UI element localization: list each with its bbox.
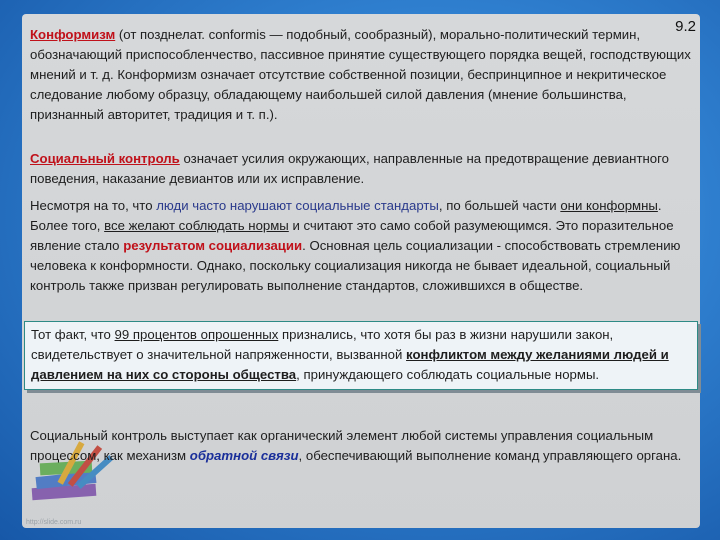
conflict-phrase: конфликтом между желаниями людей и давлением на них со стороны общества (31, 347, 669, 382)
conformism-definition (30, 25, 694, 125)
text-run: . Основная цель социализации - способствовать стремлению человека к конформности. Однако, поскольку социализация никогда не бывает идеальной, социальный контроль также призван регулировать выполнение стандартов, сложившихся в обществе. (30, 238, 681, 293)
social-control-feedback-paragraph (30, 426, 694, 466)
socialization-result: результатом социализации (123, 238, 303, 253)
survey-callout-box (24, 321, 698, 390)
text-run: . Более того, (30, 198, 662, 233)
highlight-people-violate: люди часто нарушают социальные стандарты (156, 198, 439, 213)
text-run: , по большей части (438, 198, 561, 213)
social-control-text: означает усилия окружающих, направленные на предотвращение девиантного поведения, наказание девиантов или их исправление. (30, 151, 669, 186)
underline-all-want-norms: все желают соблюдать нормы (104, 218, 289, 233)
text-run: , принуждающего соблюдать социальные нормы. (296, 367, 600, 382)
text-run: Несмотря на то, что (30, 198, 157, 213)
conformism-text: (от позднелат. conformis — подобный, сообразный), морально-политический термин, обозначающий приспособленчество, пассивное принятие существующего порядка вещей, господствующих мнений и т. д. Конформизм означает отсутствие собственной позиции, беспринципное и некритическое следование любому образцу, обладающему наибольшей силой давления (мнение большинства, признанный авторитет, традиция и т. п.). (30, 27, 691, 122)
text-run: и считают это само собой разумеющимся. Это поразительное явление стало (30, 218, 674, 253)
underline-99-percent: 99 процентов опрошенных (114, 327, 279, 342)
slide-number: 9.2 (675, 18, 696, 35)
social-control-definition (30, 149, 694, 189)
term-conformism: Конформизм (30, 27, 116, 42)
underline-they-conform: они конформны (560, 198, 658, 213)
conformity-paragraph (30, 196, 694, 296)
term-social-control: Социальный контроль (30, 151, 180, 166)
watermark: http://slide.com.ru (26, 519, 82, 526)
feedback-term: обратной связи (189, 448, 299, 463)
text-run: признались, что хотя бы раз в жизни нарушили закон, свидетельствует о значительной напряженности, вызванной (31, 327, 614, 362)
text-run: Социальный контроль выступает как органический элемент любой системы управления социальным процессом, как механизм (30, 428, 654, 463)
text-run: , обеспечивающий выполнение команд управляющего органа. (298, 448, 682, 463)
text-run: Тот факт, что (31, 327, 115, 342)
slide (22, 14, 700, 528)
